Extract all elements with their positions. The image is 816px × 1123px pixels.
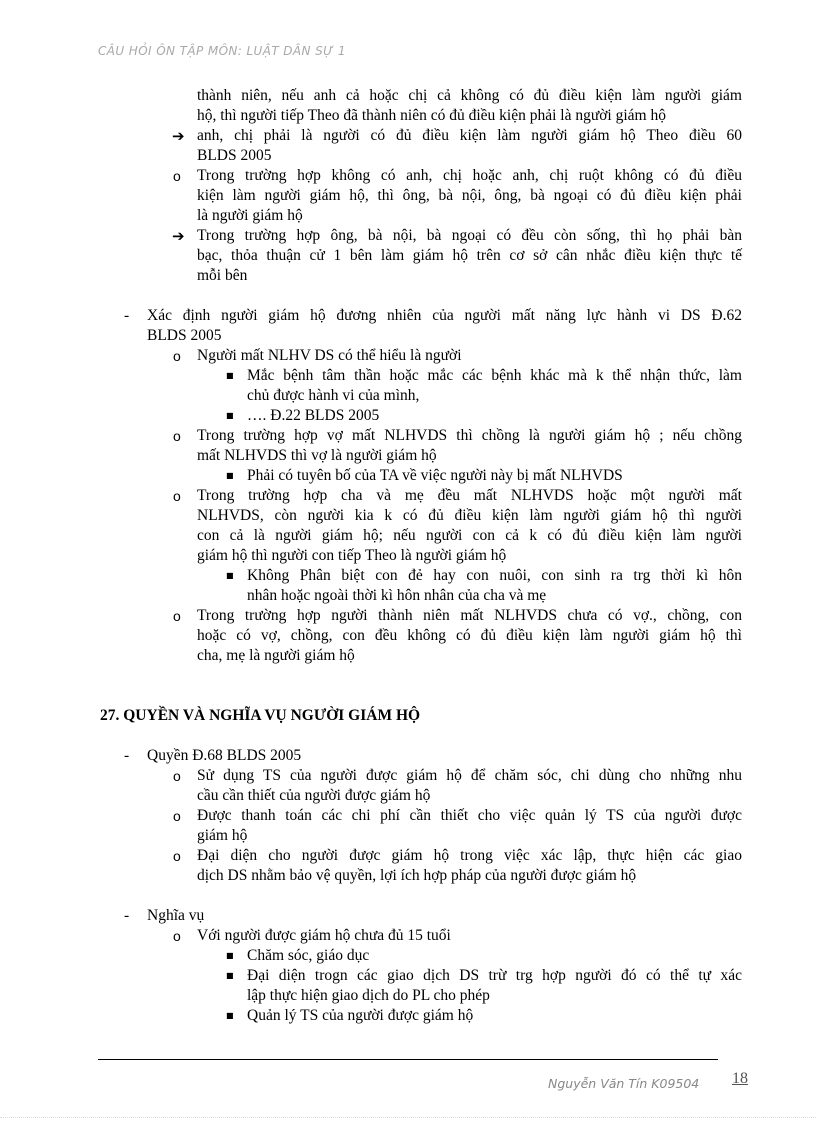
text-line: Sử dụng TS của người được giám hộ để chăm sóc, chi dùng cho những nhu [197,767,742,784]
text-line: NLHVDS, còn người kia k có đủ điều kiện làm người giám hộ thì người [197,507,742,524]
text-line: Trong trường hợp ông, bà nội, bà ngoại có đều còn sống, thì họ phải bàn [197,227,742,244]
square-bullet-icon: ■ [226,371,234,380]
arrow-bullet-icon: ➔ [172,227,185,245]
text-line: bạc, thỏa thuận cử 1 bên làm giám hộ trên cơ sở cân nhắc điều kiện thực tế [197,247,742,264]
text-line: Xác định người giám hộ đương nhiên của người mất năng lực hành vi DS Đ.62 [147,307,742,324]
circle-bullet-icon: o [173,428,181,444]
text-line: kiện làm người giám hộ, thì ông, bà nội, ông, bà ngoại có đủ điều kiện phải [197,187,742,204]
text-line: Không Phân biệt con đẻ hay con nuôi, con sinh ra trg thời kì hôn [247,567,742,584]
text-line: Người mất NLHV DS có thể hiểu là người [197,347,462,364]
square-bullet-icon: ■ [226,411,234,420]
text-line: Trong trường hợp không có anh, chị hoặc anh, chị ruột không có đủ điều [197,167,742,184]
text-line: Đại diện trogn các giao dịch DS trừ trg hợp người đó có thể tự xác [247,967,742,984]
text-line: BLDS 2005 [197,147,272,164]
circle-bullet-icon: o [173,848,181,864]
dash-bullet: - [124,747,130,764]
circle-bullet-icon: o [173,928,181,944]
arrow-bullet-icon: ➔ [172,127,185,145]
text-line: giám hộ thì người con tiếp Theo là người giám hộ [197,547,507,564]
text-line: BLDS 2005 [147,327,222,344]
text-line: con cả là người giám hộ; nếu người con cả k có đủ điều kiện làm người [197,527,742,544]
text-line: là người giám hộ [197,207,303,224]
square-bullet-icon: ■ [226,1011,234,1020]
text-line: Trong trường hợp vợ mất NLHVDS thì chồng là người giám hộ ; nếu chồng [197,427,742,444]
text-line: cha, mẹ là người giám hộ [197,647,355,664]
square-bullet-icon: ■ [226,971,234,980]
dash-bullet: - [124,307,130,324]
text-line: Phải có tuyên bố của TA về việc người này bị mất NLHVDS [247,467,623,484]
text-line: Chăm sóc, giáo dục [247,947,370,964]
circle-bullet-icon: o [173,488,181,504]
text-line: …. Đ.22 BLDS 2005 [247,407,380,424]
dash-bullet: - [124,907,130,924]
text-line: Trong trường hợp cha và mẹ đều mất NLHVDS hoặc một người mất [197,487,742,504]
text-line: Quản lý TS của người được giám hộ [247,1007,474,1024]
text-line: giám hộ [197,827,248,844]
footer-author: Nguyễn Văn Tín K09504 [548,1076,700,1091]
text-line: Với người được giám hộ chưa đủ 15 tuổi [197,927,451,944]
section-heading: 27. QUYỀN VÀ NGHĨA VỤ NGƯỜI GIÁM HỘ [100,707,421,724]
text-line: mỗi bên [197,267,248,284]
text-line: lập thực hiện giao dịch do PL cho phép [247,987,490,1004]
text-line: anh, chị phải là người có đủ điều kiện làm người giám hộ Theo điều 60 [197,127,742,144]
text-line: Quyền Đ.68 BLDS 2005 [147,747,302,764]
text-line: nhân hoặc ngoài thời kì hôn nhân của cha và mẹ [247,587,547,604]
footer-divider [98,1059,718,1060]
circle-bullet-icon: o [173,768,181,784]
square-bullet-icon: ■ [226,471,234,480]
circle-bullet-icon: o [173,168,181,184]
text-line: hộ, thì người tiếp Theo đã thành niên có đủ điều kiện phải là người giám hộ [197,107,666,124]
circle-bullet-icon: o [173,808,181,824]
text-line: Mắc bệnh tâm thần hoặc mắc các bệnh khác mà k thể nhận thức, làm [247,367,742,384]
text-line: Trong trường hợp người thành niên mất NLHVDS chưa có vợ., chồng, con [197,607,742,624]
circle-bullet-icon: o [173,608,181,624]
page-header: CÂU HỎI ÔN TẬP MÔN: LUẬT DÂN SỰ 1 [98,44,346,58]
text-line: thành niên, nếu anh cả hoặc chị cả không có đủ điều kiện làm người giám [197,87,742,104]
page-bottom-dotted-edge [0,1117,816,1118]
text-line: mất NLHVDS thì vợ là người giám hộ [197,447,437,464]
text-line: Được thanh toán các chi phí cần thiết cho việc quản lý TS của người được [197,807,742,824]
text-line: Nghĩa vụ [147,907,205,924]
text-line: cầu cần thiết của người được giám hộ [197,787,431,804]
square-bullet-icon: ■ [226,571,234,580]
page-number: 18 [732,1070,748,1087]
text-line: Đại diện cho người được giám hộ trong việc xác lập, thực hiện các giao [197,847,742,864]
text-line: hoặc có vợ, chồng, con đều không có đủ điều kiện làm người giám hộ thì [197,627,742,644]
text-line: chủ được hành vi của mình, [247,387,420,404]
square-bullet-icon: ■ [226,951,234,960]
text-line: dịch DS nhằm bảo vệ quyền, lợi ích hợp pháp của người được giám hộ [197,867,637,884]
circle-bullet-icon: o [173,348,181,364]
